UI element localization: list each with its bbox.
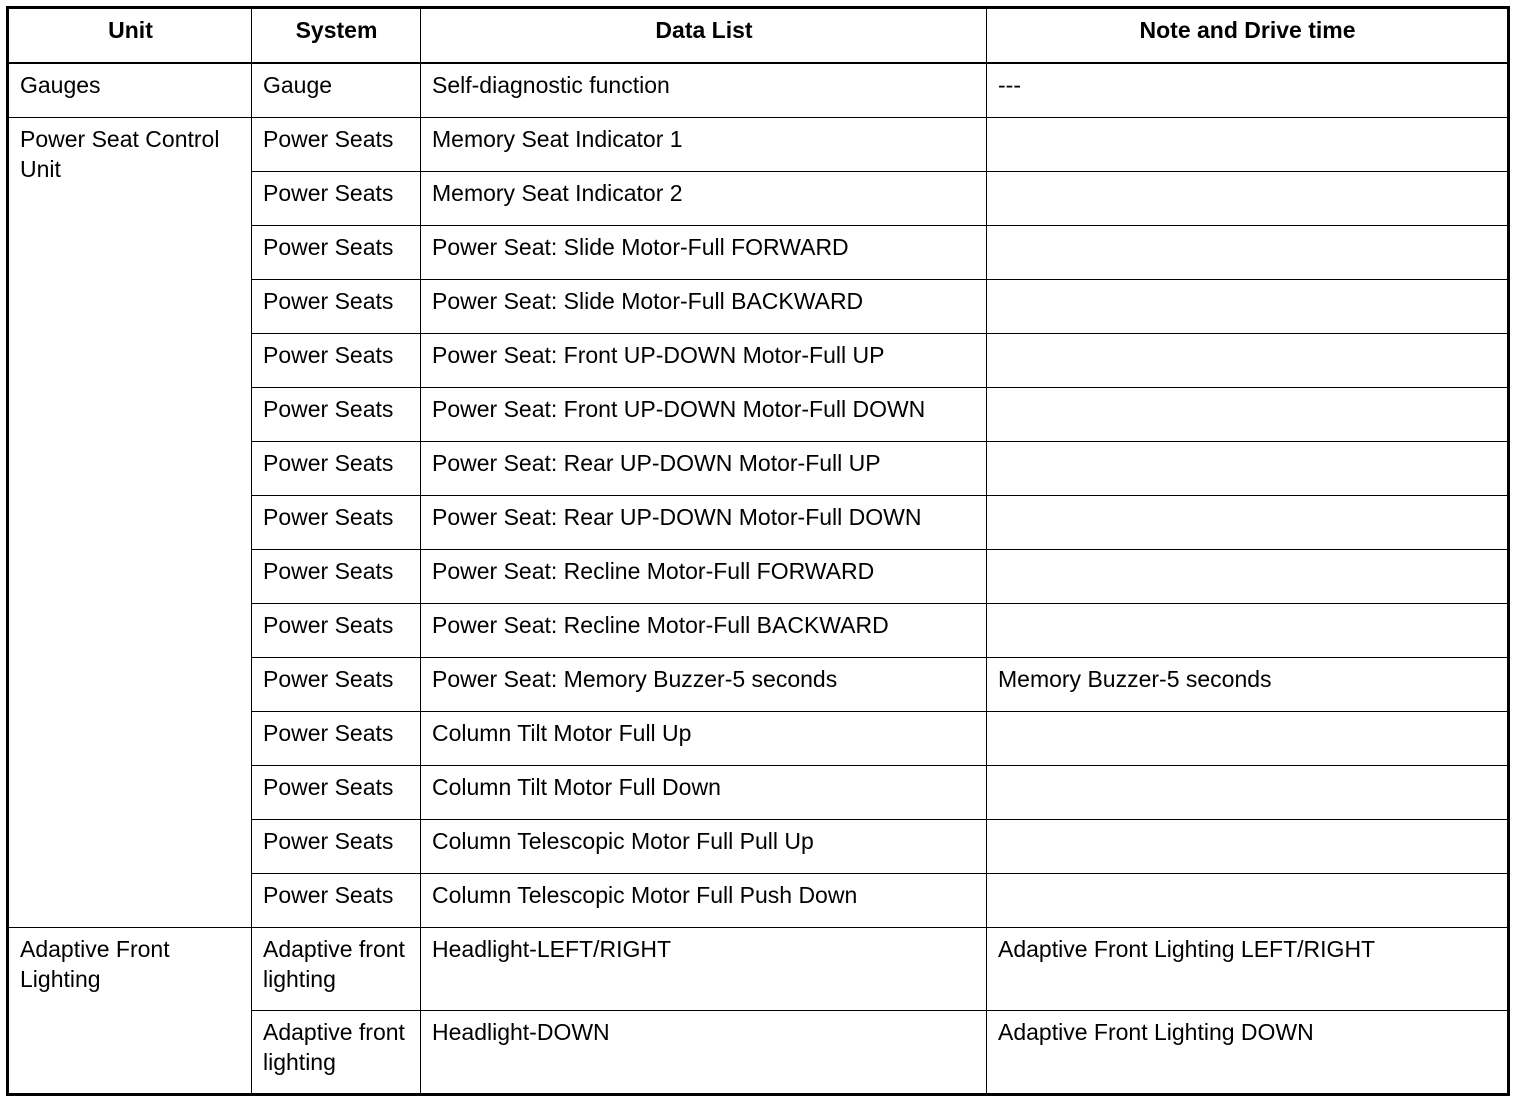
note-cell: Adaptive Front Lighting DOWN	[987, 1011, 1509, 1095]
note-cell	[987, 172, 1509, 226]
system-cell: Power Seats	[252, 118, 421, 172]
data-list-cell: Column Tilt Motor Full Down	[421, 766, 987, 820]
note-cell	[987, 442, 1509, 496]
data-list-cell: Power Seat: Recline Motor-Full BACKWARD	[421, 604, 987, 658]
note-cell	[987, 820, 1509, 874]
unit-cell: Gauges	[8, 63, 252, 118]
table-row	[8, 63, 1509, 118]
note-cell	[987, 334, 1509, 388]
system-cell: Power Seats	[252, 280, 421, 334]
data-list-cell: Power Seat: Recline Motor-Full FORWARD	[421, 550, 987, 604]
system-cell: Power Seats	[252, 712, 421, 766]
system-cell: Power Seats	[252, 442, 421, 496]
header-row	[8, 8, 1509, 64]
system-cell: Power Seats	[252, 496, 421, 550]
data-list-cell: Self-diagnostic function	[421, 63, 987, 118]
data-list-table	[6, 6, 1510, 1096]
note-cell	[987, 550, 1509, 604]
data-list-cell: Column Telescopic Motor Full Pull Up	[421, 820, 987, 874]
table-row	[8, 118, 1509, 172]
data-list-cell: Memory Seat Indicator 1	[421, 118, 987, 172]
header-data-list: Data List	[421, 8, 987, 64]
note-cell	[987, 604, 1509, 658]
data-list-cell: Power Seat: Slide Motor-Full BACKWARD	[421, 280, 987, 334]
note-cell	[987, 388, 1509, 442]
system-cell: Power Seats	[252, 820, 421, 874]
data-list-cell: Memory Seat Indicator 2	[421, 172, 987, 226]
unit-cell: Power Seat Control Unit	[8, 118, 252, 928]
system-cell: Power Seats	[252, 604, 421, 658]
note-cell	[987, 280, 1509, 334]
system-cell: Gauge	[252, 63, 421, 118]
data-list-cell: Column Telescopic Motor Full Push Down	[421, 874, 987, 928]
system-cell: Adaptive front lighting	[252, 1011, 421, 1095]
note-cell	[987, 496, 1509, 550]
header-note-drive-time: Note and Drive time	[987, 8, 1509, 64]
note-cell	[987, 874, 1509, 928]
note-cell: Adaptive Front Lighting LEFT/RIGHT	[987, 928, 1509, 1011]
data-list-cell: Power Seat: Rear UP-DOWN Motor-Full DOWN	[421, 496, 987, 550]
data-list-cell: Headlight-LEFT/RIGHT	[421, 928, 987, 1011]
system-cell: Power Seats	[252, 388, 421, 442]
system-cell: Power Seats	[252, 766, 421, 820]
system-cell: Power Seats	[252, 334, 421, 388]
note-cell	[987, 712, 1509, 766]
data-list-cell: Power Seat: Memory Buzzer-5 seconds	[421, 658, 987, 712]
header-unit: Unit	[8, 8, 252, 64]
system-cell: Power Seats	[252, 874, 421, 928]
unit-cell: Adaptive Front Lighting	[8, 928, 252, 1095]
system-cell: Adaptive front lighting	[252, 928, 421, 1011]
data-list-cell: Headlight-DOWN	[421, 1011, 987, 1095]
note-cell: Memory Buzzer-5 seconds	[987, 658, 1509, 712]
system-cell: Power Seats	[252, 658, 421, 712]
note-cell	[987, 118, 1509, 172]
system-cell: Power Seats	[252, 226, 421, 280]
data-list-cell: Power Seat: Slide Motor-Full FORWARD	[421, 226, 987, 280]
system-cell: Power Seats	[252, 172, 421, 226]
note-cell	[987, 226, 1509, 280]
note-cell	[987, 766, 1509, 820]
system-cell: Power Seats	[252, 550, 421, 604]
data-list-cell: Power Seat: Front UP-DOWN Motor-Full DOWN	[421, 388, 987, 442]
data-list-cell: Power Seat: Rear UP-DOWN Motor-Full UP	[421, 442, 987, 496]
table-row	[8, 928, 1509, 1011]
data-list-cell: Column Tilt Motor Full Up	[421, 712, 987, 766]
header-system: System	[252, 8, 421, 64]
data-list-cell: Power Seat: Front UP-DOWN Motor-Full UP	[421, 334, 987, 388]
note-cell: ---	[987, 63, 1509, 118]
